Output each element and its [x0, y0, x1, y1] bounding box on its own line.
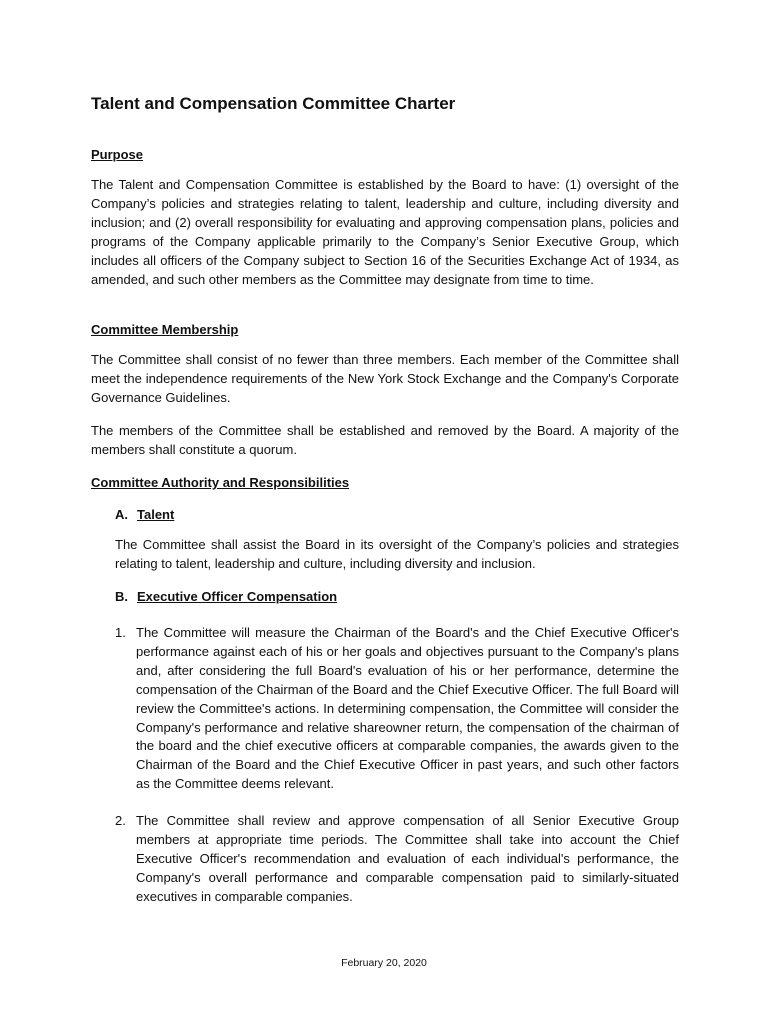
section-b-heading	[115, 589, 337, 604]
section-b-name: Executive Officer Compensation	[137, 589, 338, 604]
purpose-heading: Purpose	[91, 147, 144, 162]
authority-heading: Committee Authority and Responsibilities	[91, 475, 350, 490]
list-item-text: The Committee will measure the Chairman of the Board's and the Chief Executive Officer's performance against each of his or her goals and objectives pursuant to the Company's plans and, after considering the full Board's evaluation of his or her performance, determine the compensation of the Chairman of the Board and the Chief Executive Officer. The full Board will review the Committee's actions. In determining compensation, the Committee will consider the Company's performance and relative shareowner return, the compensation of the chairman of the board and the chief executive officers at comparable companies, the awards given to the Chairman of the Board and the Chief Executive Officer in past years, and such other factors as the Committee deems relevant.	[136, 625, 679, 792]
section-a-heading	[115, 507, 174, 522]
list-item	[115, 624, 679, 794]
section-a-letter: A.	[115, 507, 128, 522]
list-item	[115, 812, 679, 907]
footer-date: February 20, 2020	[341, 957, 427, 969]
membership-heading: Committee Membership	[91, 322, 239, 337]
membership-paragraph-1: The Committee shall consist of no fewer than three members. Each member of the Committee shall meet the independence requirements of the New York Stock Exchange and the Company's Corporate Governance Guidelines.	[91, 352, 679, 405]
section-a-name: Talent	[137, 507, 175, 522]
list-item-number: 2.	[115, 813, 126, 828]
page-title: Talent and Compensation Committee Charter	[91, 94, 456, 113]
section-b-letter: B.	[115, 589, 128, 604]
purpose-paragraph: The Talent and Compensation Committee is established by the Board to have: (1) oversight of the Company’s policies and strategies relating to talent, leadership and culture, including diversity and inclusion; and (2) overall responsibility for evaluating and approving compensation plans, policies and programs of the Company applicable primarily to the Company’s Senior Executive Group, which includes all officers of the Company subject to Section 16 of the Securities Exchange Act of 1934, as amended, and such other members as the Committee may designate from time to time.	[91, 177, 679, 287]
list-item-number: 1.	[115, 625, 126, 640]
section-a-paragraph: The Committee shall assist the Board in its oversight of the Company’s policies and strategies relating to talent, leadership and culture, including diversity and inclusion.	[115, 537, 679, 571]
list-item-text: The Committee shall review and approve compensation of all Senior Executive Group members at appropriate time periods. The Committee shall take into account the Chief Executive Officer's recommendation and evaluation of each individual's performance, the Company's overall performance and comparable compensation paid to similarly-situated executives in comparable companies.	[136, 813, 679, 904]
membership-paragraph-2: The members of the Committee shall be established and removed by the Board. A majority of the members shall constitute a quorum.	[91, 423, 679, 457]
